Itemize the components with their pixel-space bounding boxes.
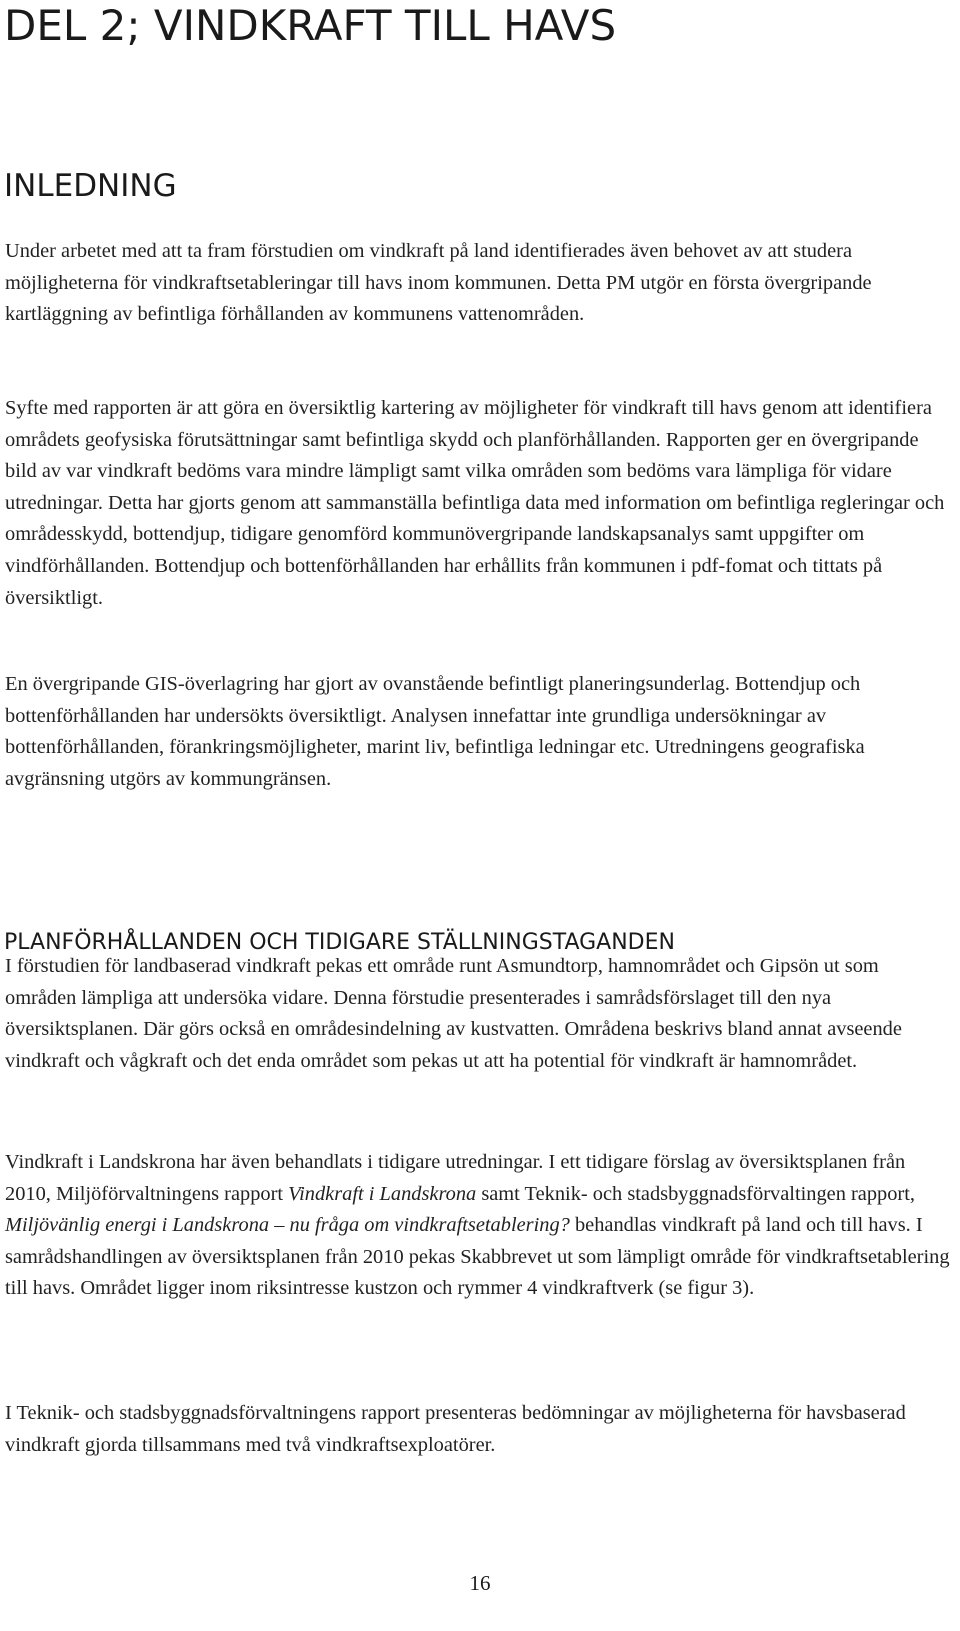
paragraph-plan-3: I Teknik- och stadsbyggnadsförvaltningens rapport presenteras bedömningar av möjligheterna för havsbaserad vindkraft gjorda tillsammans med två vindkraftsexploatörer.	[5, 1402, 906, 1456]
paragraph-plan-2	[5, 1147, 950, 1305]
paragraph-text: samt Teknik- och stadsbyggnadsförvaltingen rapport,	[476, 1182, 915, 1205]
page-title: DEL 2; VINDKRAFT TILL HAVS	[4, 1, 617, 50]
paragraph-text: behandlas vindkraft på land och till havs. I samrådshandlingen av översiktsplanen från 2010 pekas Skabbrevet ut som lämpligt område för vindkraftsetablering till havs. Området ligger inom riksintresse kustzon och rymmer 4 vindkraftverk (se figur 3).	[5, 1214, 950, 1300]
paragraph-inledning-1: Under arbetet med att ta fram förstudien om vindkraft på land identifierades även behovet av att studera möjligheterna för vindkraftsetableringar till havs inom kommunen. Detta PM utgör en första övergripande kartläggning av befintliga förhållanden av kommunens vattenområden.	[5, 240, 872, 326]
paragraph-plan-1: I förstudien för landbaserad vindkraft pekas ett område runt Asmundtorp, hamnområdet och Gipsön ut som områden lämpliga att undersöka vidare. Denna förstudie presenterades i samrådsförslaget till den nya översiktsplanen. Där görs också en områdesindelning av kustvatten. Områdena beskrivs bland annat avseende vindkraft och vågkraft och det enda området som pekas ut att ha potential för vindkraft är hamnområdet.	[5, 955, 902, 1072]
paragraph-inledning-3: En övergripande GIS-överlagring har gjort av ovanstående befintligt planeringsunderlag. Bottendjup och bottenförhållanden har undersökts översiktligt. Analysen innefattar inte grundliga undersökningar av bottenförhållanden, förankringsmöjligheter, marint liv, befintliga ledningar etc. Utredningens geografiska avgränsning utgörs av kommungränsen.	[5, 673, 865, 790]
report-title-italic: Miljövänlig energi i Landskrona – nu fråga om vindkraftsetablering?	[5, 1214, 570, 1237]
page-number: 16	[469, 1571, 491, 1595]
section-heading-planforhallanden: PLANFÖRHÅLLANDEN OCH TIDIGARE STÄLLNINGSTAGANDEN	[4, 930, 675, 955]
section-heading-inledning: INLEDNING	[4, 168, 177, 204]
report-title-italic: Vindkraft i Landskrona	[288, 1182, 477, 1205]
paragraph-inledning-2: Syfte med rapporten är att göra en översiktlig kartering av möjligheter för vindkraft till havs genom att identifiera områdets geofysiska förutsättningar samt befintliga skydd och planförhållanden. Rapporten ger en övergripande bild av var vindkraft bedöms vara mindre lämpligt samt vilka områden som bedöms vara lämpliga för vidare utredningar. Detta har gjorts genom att sammanställa befintliga data med information om befintliga regleringar och områdesskydd, bottendjup, tidigare genomförd kommunövergripande landskapsanalys samt uppgifter om vindförhållanden. Bottendjup och bottenförhållanden har erhållits från kommunen i pdf-fomat och tittats på översiktligt.	[5, 397, 945, 609]
paragraph-text: Vindkraft i Landskrona har även behandlats i tidigare utredningar. I ett tidigare förslag av översiktsplanen från 2010, Miljöförvaltningens rapport	[5, 1151, 906, 1205]
